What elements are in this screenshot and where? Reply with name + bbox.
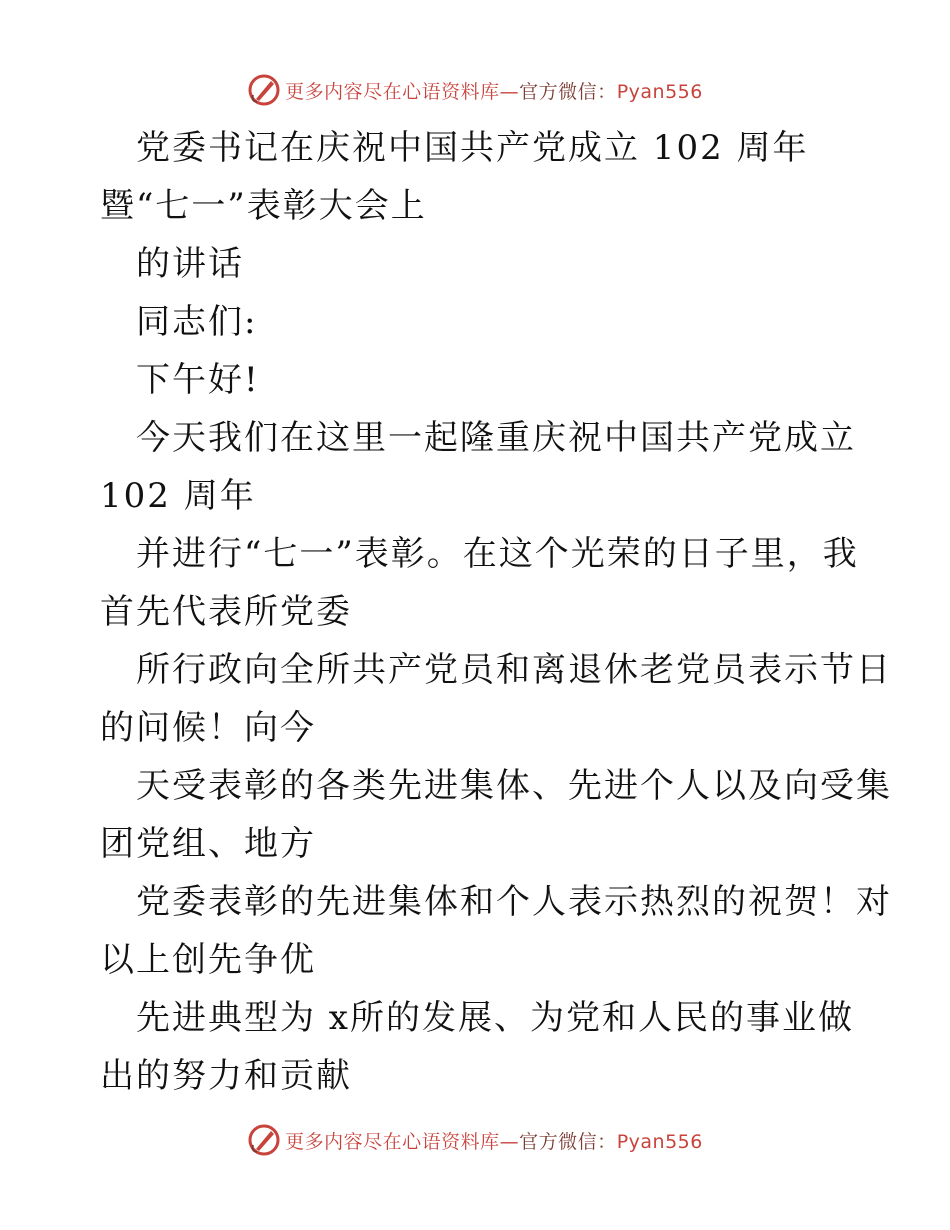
header-banner <box>0 70 950 110</box>
paragraph-line: 出的努力和贡献 <box>100 1056 352 1096</box>
quill-pen-logo-icon <box>247 73 281 107</box>
banner-wechat-id: Pyan556 <box>616 80 703 103</box>
banner-official-label: 官方微信： <box>519 80 617 103</box>
paragraph-line: 天受表彰的各类先进集体、先进个人以及向受集 <box>136 766 892 806</box>
banner-wechat-id: Pyan556 <box>616 1130 703 1153</box>
footer-banner <box>0 1120 950 1160</box>
paragraph-line: 先进典型为 x所的发展、为党和人民的事业做 <box>136 998 854 1038</box>
banner-separator: — <box>499 1130 520 1153</box>
banner-separator: — <box>499 80 520 103</box>
banner-text <box>285 1127 703 1154</box>
paragraph-line: 的问候！向今 <box>100 708 316 748</box>
paragraph-line: 并进行“七一”表彰。在这个光荣的日子里，我 <box>136 534 859 574</box>
paragraph-line: 以上创先争优 <box>100 940 316 980</box>
greeting: 下午好! <box>136 360 260 400</box>
document-title-line-3: 的讲话 <box>136 244 244 284</box>
document-title-line-1: 党委书记在庆祝中国共产党成立 102 周年 <box>136 128 809 168</box>
banner-official-label: 官方微信： <box>519 1130 617 1153</box>
banner-slogan: 更多内容尽在心语资料库 <box>285 1130 500 1153</box>
paragraph-line: 所行政向全所共产党员和离退休老党员表示节日 <box>136 650 892 690</box>
paragraph-line: 102 周年 <box>100 476 256 516</box>
document-title-line-2: 暨“七一”表彰大会上 <box>100 186 427 226</box>
quill-pen-logo-icon <box>247 1123 281 1157</box>
paragraph-line: 团党组、地方 <box>100 824 316 864</box>
banner-text <box>285 77 703 104</box>
banner-slogan: 更多内容尽在心语资料库 <box>285 80 500 103</box>
paragraph-line: 首先代表所党委 <box>100 592 352 632</box>
paragraph-line: 今天我们在这里一起隆重庆祝中国共产党成立 <box>136 418 856 458</box>
salutation: 同志们: <box>136 302 258 342</box>
paragraph-line: 党委表彰的先进集体和个人表示热烈的祝贺！对 <box>136 882 892 922</box>
